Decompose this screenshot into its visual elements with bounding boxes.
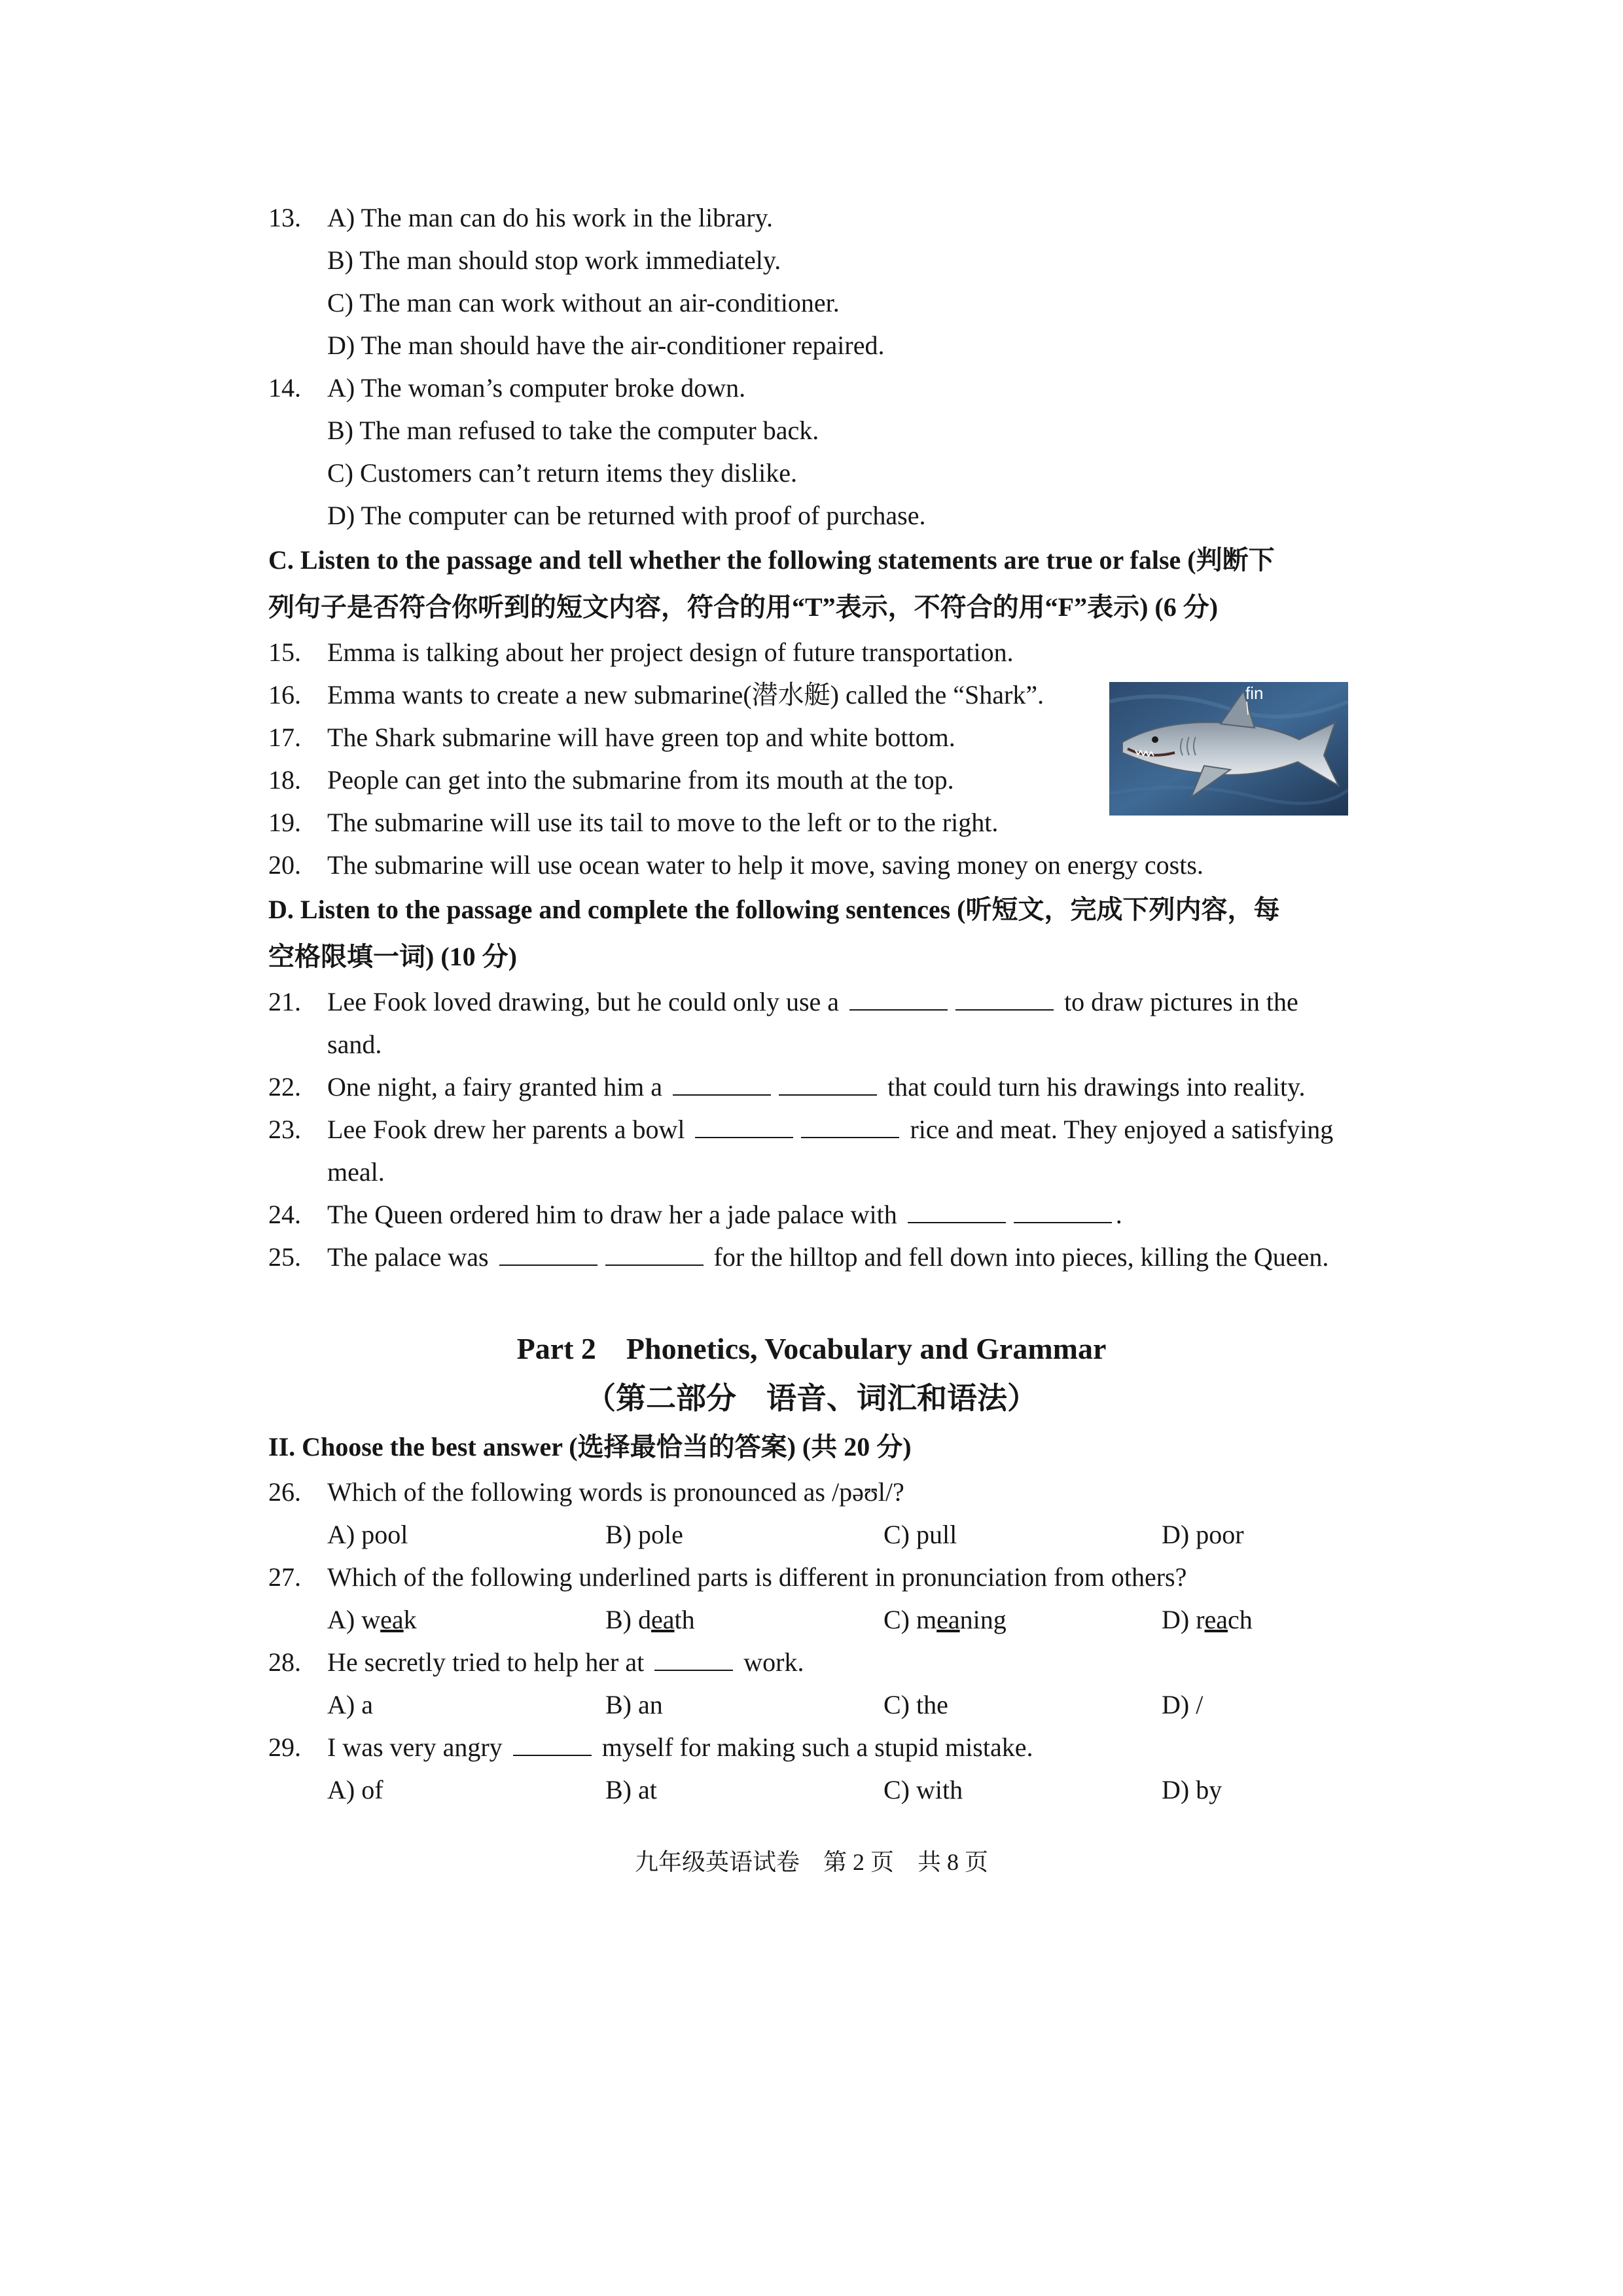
sentence-start: I was very angry — [327, 1732, 503, 1762]
question-25 — [268, 1236, 1355, 1278]
part-2-subtitle: （第二部分 语音、词汇和语法） — [586, 1382, 1037, 1415]
options-28 — [268, 1683, 1355, 1726]
question-24 — [268, 1193, 1355, 1236]
section-d-heading-line2: 空格限填一词) (10 分) — [268, 942, 517, 971]
statement-15 — [268, 631, 1355, 673]
answer-blank[interactable] — [673, 1071, 771, 1096]
options-29 — [268, 1768, 1355, 1811]
question-number: 23. — [268, 1115, 301, 1144]
option-b[interactable]: B) death — [605, 1605, 695, 1634]
question-28 — [268, 1641, 1355, 1683]
sentence-start: He secretly tried to help her at — [327, 1647, 645, 1677]
option-a: A) The woman’s computer broke down. — [327, 373, 746, 403]
sentence-end: for the hilltop and fell down into pieces, killing the Queen. — [713, 1242, 1329, 1272]
options-26 — [268, 1513, 1355, 1556]
part-2-title: Part 2 Phonetics, Vocabulary and Grammar — [516, 1332, 1107, 1365]
statement-text: People can get into the submarine from its mouth at the top. — [327, 765, 954, 795]
question-22 — [268, 1066, 1355, 1108]
underlined-part: ea — [1204, 1605, 1228, 1634]
question-number: 13. — [268, 203, 301, 232]
shark-submarine-image — [1109, 682, 1348, 816]
answer-blank[interactable] — [908, 1198, 1006, 1223]
statement-text: Emma is talking about her project design of future transportation. — [327, 637, 1014, 667]
options-27 — [268, 1598, 1355, 1641]
question-number: 21. — [268, 987, 301, 1016]
sentence-start: Lee Fook loved drawing, but he could only use a — [327, 987, 840, 1016]
section-c-heading-line1: C. Listen to the passage and tell whether the following statements are true or false (判断下 — [268, 545, 1275, 575]
question-number: 15. — [268, 637, 301, 667]
fin-label: fin — [1245, 683, 1264, 703]
question-21 — [268, 980, 1355, 1023]
statement-text: Emma wants to create a new submarine(潜水艇) called the “Shark”. — [327, 680, 1044, 709]
option-c[interactable]: C) meaning — [883, 1605, 1007, 1634]
option-c: C) Customers can’t return items they dislike. — [327, 458, 798, 488]
option-b: B) The man should stop work immediately. — [327, 245, 781, 275]
option-a[interactable]: A) weak — [327, 1605, 417, 1634]
question-number: 28. — [268, 1647, 301, 1677]
question-number: 19. — [268, 808, 301, 837]
option-a[interactable]: A) of — [327, 1775, 383, 1804]
sentence-start: One night, a fairy granted him a — [327, 1072, 663, 1102]
statement-text: The Shark submarine will have green top and white bottom. — [327, 723, 955, 752]
answer-blank[interactable] — [801, 1113, 899, 1138]
question-26 — [268, 1471, 1355, 1513]
page-footer: 九年级英语试卷 第 2 页 共 8 页 — [634, 1849, 988, 1875]
question-text: Which of the following underlined parts is different in pronunciation from others? — [327, 1562, 1187, 1592]
question-number: 20. — [268, 850, 301, 880]
answer-blank[interactable] — [695, 1113, 793, 1138]
answer-blank[interactable] — [605, 1241, 704, 1266]
question-29 — [268, 1726, 1355, 1768]
option-b[interactable]: B) pole — [605, 1520, 683, 1549]
question-27 — [268, 1556, 1355, 1598]
option-d[interactable]: D) reach — [1162, 1605, 1253, 1634]
option-b[interactable]: B) an — [605, 1690, 663, 1719]
underlined-part: ea — [380, 1605, 404, 1634]
option-c[interactable]: C) with — [883, 1775, 963, 1804]
option-d[interactable]: D) / — [1162, 1690, 1204, 1719]
sentence-start: The palace was — [327, 1242, 489, 1272]
question-number: 14. — [268, 373, 301, 403]
answer-blank[interactable] — [779, 1071, 877, 1096]
option-c[interactable]: C) the — [883, 1690, 948, 1719]
shark-submarine-illustration — [1109, 682, 1348, 816]
question-14 — [268, 367, 1355, 409]
sentence-end: work. — [743, 1647, 804, 1677]
question-text: Which of the following words is pronounced as /pəʊl/? — [327, 1477, 904, 1507]
question-number: 17. — [268, 723, 301, 752]
answer-blank[interactable] — [499, 1241, 597, 1266]
sentence-end: . — [1115, 1200, 1122, 1229]
option-b: B) The man refused to take the computer back. — [327, 416, 819, 445]
question-number: 16. — [268, 680, 301, 709]
question-number: 26. — [268, 1477, 301, 1507]
option-d[interactable]: D) by — [1162, 1775, 1222, 1804]
question-number: 24. — [268, 1200, 301, 1229]
sentence-continuation: sand. — [327, 1030, 382, 1059]
option-d: D) The computer can be returned with proof of purchase. — [327, 501, 926, 530]
answer-blank[interactable] — [955, 986, 1054, 1011]
question-number: 22. — [268, 1072, 301, 1102]
exam-page — [268, 196, 1355, 1811]
option-c: C) The man can work without an air-conditioner. — [327, 288, 840, 317]
section-d-heading-line1: D. Listen to the passage and complete the following sentences (听短文，完成下列内容，每 — [268, 895, 1280, 924]
option-b[interactable]: B) at — [605, 1775, 657, 1804]
statement-text: The submarine will use its tail to move to the left or to the right. — [327, 808, 999, 837]
answer-blank[interactable] — [513, 1731, 592, 1756]
underlined-part: ea — [936, 1605, 960, 1634]
underlined-part: ea — [651, 1605, 675, 1634]
option-c[interactable]: C) pull — [883, 1520, 957, 1549]
section-ii-heading: II. Choose the best answer (选择最恰当的答案) (共 20 分) — [268, 1432, 912, 1462]
answer-blank[interactable] — [1014, 1198, 1112, 1223]
statement-20 — [268, 844, 1355, 886]
question-number: 18. — [268, 765, 301, 795]
sentence-end: to draw pictures in the — [1064, 987, 1298, 1016]
question-number: 25. — [268, 1242, 301, 1272]
sentence-end: that could turn his drawings into reality. — [887, 1072, 1306, 1102]
option-a[interactable]: A) pool — [327, 1520, 408, 1549]
answer-blank[interactable] — [654, 1646, 733, 1671]
sentence-continuation: meal. — [327, 1157, 385, 1187]
sentence-end: myself for making such a stupid mistake. — [601, 1732, 1033, 1762]
option-d: D) The man should have the air-conditioner repaired. — [327, 331, 885, 360]
statement-text: The submarine will use ocean water to help it move, saving money on energy costs. — [327, 850, 1204, 880]
answer-blank[interactable] — [849, 986, 948, 1011]
option-a: A) The man can do his work in the library. — [327, 203, 773, 232]
question-number: 29. — [268, 1732, 301, 1762]
question-13 — [268, 196, 1355, 239]
option-d[interactable]: D) poor — [1162, 1520, 1244, 1549]
question-23 — [268, 1108, 1355, 1151]
sentence-start: The Queen ordered him to draw her a jade palace with — [327, 1200, 897, 1229]
option-a[interactable]: A) a — [327, 1690, 373, 1719]
sentence-start: Lee Fook drew her parents a bowl — [327, 1115, 685, 1144]
section-c-heading-line2: 列句子是否符合你听到的短文内容，符合的用“T”表示，不符合的用“F”表示) (6 分) — [268, 592, 1219, 622]
sentence-end: rice and meat. They enjoyed a satisfying — [910, 1115, 1334, 1144]
question-number: 27. — [268, 1562, 301, 1592]
